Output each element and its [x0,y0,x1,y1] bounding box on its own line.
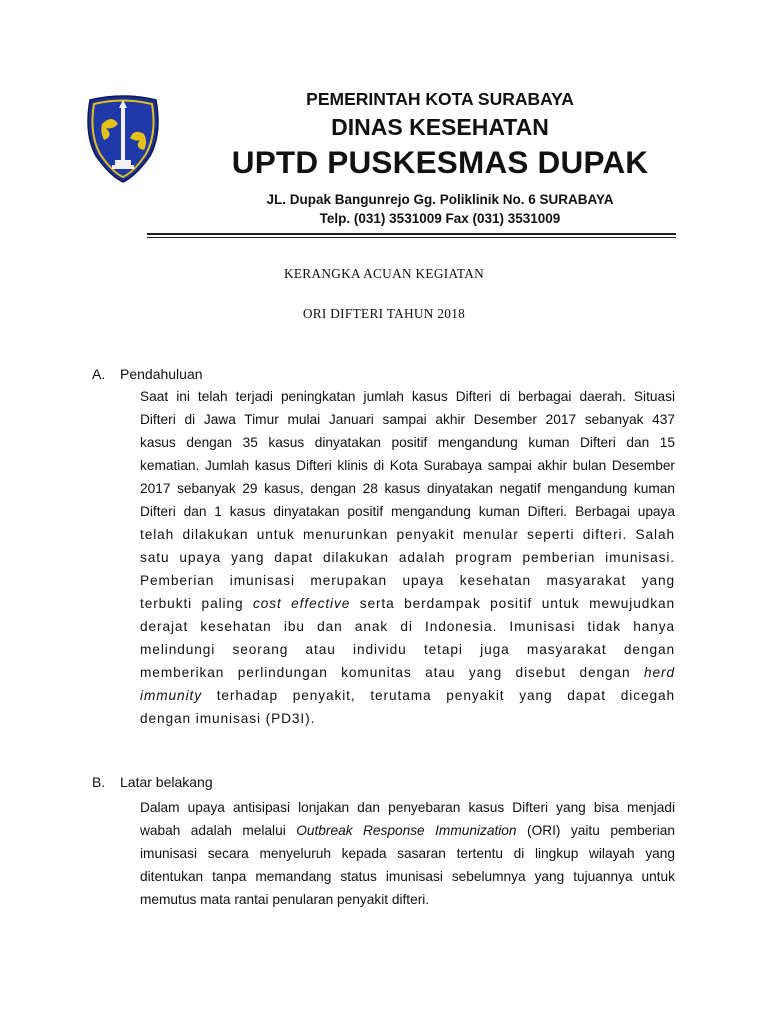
paragraph-line: dengan imunisasi (PD3I). [140,711,316,726]
paragraph-line: Difteri di Jawa Timur mulai Januari sampai akhir Desember 2017 sebanyak 437 [140,412,675,427]
header-institution-name: UPTD PUSKESMAS DUPAK [231,144,649,180]
paragraph-line: 2017 sebanyak 29 kasus, dengan 28 kasus dinyatakan negatif mengandung kuman [140,481,675,496]
section-letter: B. [92,774,106,790]
paragraph-line: immunity terhadap penyakit, terutama penyakit yang dapat dicegah [140,688,675,703]
paragraph-line: Pemberian imunisasi merupakan upaya kesehatan masyarakat yang [140,573,675,588]
section-letter: A. [92,366,106,382]
paragraph-line: telah dilakukan untuk menurunkan penyakit menular seperti difteri. Salah [140,527,675,542]
paragraph-line: derajat kesehatan ibu dan anak di Indonesia. Imunisasi tidak hanya [140,619,675,634]
header-address: JL. Dupak Bangunrejo Gg. Poliklinik No. 6 SURABAYA [266,192,614,207]
paragraph-line: Dalam upaya antisipasi lonjakan dan penyebaran kasus Difteri yang bisa menjadi [140,800,675,815]
paragraph-line: Saat ini telah terjadi peningkatan jumlah kasus Difteri di berbagai daerah. Situasi [140,389,675,404]
paragraph-line: Difteri dan 1 kasus dinyatakan positif mengandung kuman Difteri. Berbagai upaya [140,504,675,519]
paragraph-line: ditentukan tanpa memandang status imunisasi sebelumnya yang tujuannya untuk [140,869,675,884]
section-title: Latar belakang [120,774,213,790]
italic-term: herd [644,665,675,680]
paragraph-line: kematian. Jumlah kasus Difteri klinis di Kota Surabaya sampai akhir bulan Desember [140,458,675,473]
header-divider-thick [147,233,676,235]
document-title: KERANGKA ACUAN KEGIATAN [283,266,485,281]
paragraph-line: satu upaya yang dapat dilakukan adalah program pemberian imunisasi. [140,550,675,565]
header-phone: Telp. (031) 3531009 Fax (031) 3531009 [319,211,561,226]
city-emblem-logo [84,94,162,184]
header-divider-thin [147,237,676,238]
italic-term: immunity [140,688,202,703]
section-heading-latar-belakang [92,774,213,790]
section-title: Pendahuluan [120,366,203,382]
paragraph-line: memberikan perlindungan komunitas atau yang disebut dengan herd [140,665,675,680]
header-government-name: PEMERINTAH KOTA SURABAYA [306,89,574,109]
paragraph-line: kasus dengan 35 kasus dinyatakan positif mengandung kuman Difteri dan 15 [140,435,675,450]
paragraph-line: wabah adalah melalui Outbreak Response Immunization (ORI) yaitu pemberian [140,823,675,838]
section-heading-pendahuluan [92,366,203,382]
italic-term: cost effective [252,596,351,611]
paragraph-line: terbukti paling cost effective serta berdampak positif untuk mewujudkan [140,596,675,611]
italic-term: Outbreak Response Immunization [296,823,517,838]
paragraph-line: memutus mata rantai penularan penyakit difteri. [140,892,430,907]
paragraph-line: imunisasi secara menyeluruh kepada sasaran tertentu di lingkup wilayah yang [140,846,675,861]
header-department-name: DINAS KESEHATAN [331,114,549,140]
document-subtitle: ORI DIFTERI TAHUN 2018 [302,306,466,321]
paragraph-line: melindungi seorang atau individu tetapi juga masyarakat dengan [140,642,675,657]
section-body-latar-belakang [140,796,675,911]
section-body-pendahuluan [140,385,675,730]
